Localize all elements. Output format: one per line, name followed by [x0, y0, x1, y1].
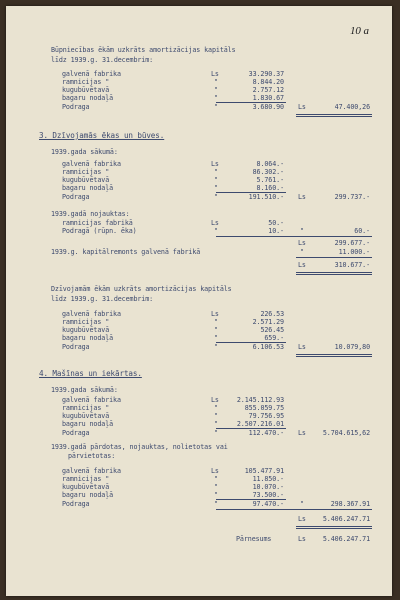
currency: " [214, 94, 218, 102]
divider [296, 528, 372, 529]
currency: Ls [211, 160, 219, 168]
currency: Ls [298, 429, 306, 437]
currency: Ls [211, 396, 219, 404]
row-label: Podraga [62, 500, 90, 508]
currency: Ls [298, 535, 306, 543]
subheading: 1939.gadā nojauktas: [51, 210, 130, 218]
currency: " [214, 500, 218, 508]
amount: 11.850.- [252, 475, 284, 483]
currency: Ls [211, 70, 219, 78]
currency: " [214, 184, 218, 192]
currency: " [214, 78, 218, 86]
row-label: kugubūvētavā [62, 86, 110, 94]
currency: " [214, 483, 218, 491]
currency: Ls [298, 239, 306, 247]
amount: 105.477.91 [244, 467, 284, 475]
divider [296, 257, 372, 258]
amount: 10.070.- [252, 483, 284, 491]
section-title: 3. Dzīvojamās ēkas un būves. [39, 131, 165, 140]
section-total: 299.737.- [334, 193, 370, 201]
amount: 11.000.- [338, 248, 370, 256]
currency: Ls [298, 343, 306, 351]
amount: 659.- [264, 334, 284, 342]
row-label: galvenā fabrika [62, 310, 121, 318]
carry-forward-label: Pārnesums [236, 535, 272, 543]
currency: " [214, 326, 218, 334]
row-label: ramnicijas " [62, 475, 110, 483]
row-label: galvenā fabrika [62, 396, 121, 404]
currency: " [214, 227, 218, 235]
currency: " [214, 343, 218, 351]
amount: 2.507.216.01 [236, 420, 284, 428]
row-label: ramnicijas " [62, 168, 110, 176]
currency: " [214, 318, 218, 326]
section-heading: Būpniecības ēkām uzkrāts amortizācijas kapitāls [51, 46, 236, 54]
amount: 97.470.- [252, 500, 284, 508]
currency: " [214, 491, 218, 499]
subheading: pārvietotas: [68, 452, 116, 460]
section-heading: līdz 1939.g. 31.decembrim: [51, 295, 154, 303]
amount: 50.- [268, 219, 284, 227]
amount: 2.145.112.93 [236, 396, 284, 404]
currency: " [214, 429, 218, 437]
row-label: ramnicijas fabrikā [62, 219, 133, 227]
amount: 8.064.- [256, 160, 284, 168]
row-label: kugubūvētavā [62, 483, 110, 491]
row-label: ramnicijas " [62, 404, 110, 412]
amount: 112.470.- [248, 429, 284, 437]
amount: 2.571.29 [252, 318, 284, 326]
currency: " [214, 176, 218, 184]
divider [216, 509, 372, 510]
amount: 191.510.- [248, 193, 284, 201]
row-label: kugubūvētavā [62, 326, 110, 334]
section-total: 310.677.- [334, 261, 370, 269]
row-label: Podraga [62, 103, 90, 111]
page-number: 10 a [350, 25, 369, 37]
section-title: 4. Mašīnas un iekārtas. [39, 369, 142, 378]
row-label: bagaru nodaļā [62, 334, 114, 342]
carry-forward-total: 5.406.247.71 [322, 535, 370, 543]
currency: Ls [211, 467, 219, 475]
row-label: bagaru nodaļā [62, 94, 114, 102]
currency: " [214, 475, 218, 483]
section-heading: līdz 1939.g. 31.decembrim: [51, 56, 154, 64]
row-label: 1939.g. kapitālremonts galvenā fabrikā [51, 248, 201, 256]
section-total: 5.704.615,62 [322, 429, 370, 437]
divider [296, 114, 372, 115]
subheading: 1939.gadā pārdotas, nojauktas, nolietotas vai [51, 443, 228, 451]
amount: 6.106.53 [252, 343, 284, 351]
row-label: kugubūvētavā [62, 412, 110, 420]
amount: 33.290.37 [248, 70, 284, 78]
currency: " [214, 412, 218, 420]
amount: 855.059.75 [244, 404, 284, 412]
amount: 79.756.95 [248, 412, 284, 420]
amount: 5.761.- [256, 176, 284, 184]
currency: Ls [298, 515, 306, 523]
currency: " [214, 404, 218, 412]
row-label: Podragā (rūpn. ēka) [62, 227, 137, 235]
row-label: galvenā fabrika [62, 160, 121, 168]
currency: " [300, 500, 304, 508]
amount: 526.45 [260, 326, 284, 334]
divider [296, 116, 372, 117]
currency: Ls [211, 310, 219, 318]
currency: " [214, 168, 218, 176]
divider [296, 272, 372, 273]
divider [296, 356, 372, 357]
row-label: Podraga [62, 429, 90, 437]
currency: Ls [298, 261, 306, 269]
subtotal: 299.677.- [334, 239, 370, 247]
document-page [6, 6, 392, 596]
divider [296, 274, 372, 275]
section-heading: Dzīvojamām ēkām uzkrāts amortizācijas kapitāls [51, 285, 232, 293]
divider [296, 354, 372, 355]
currency: Ls [211, 219, 219, 227]
subheading: 1939.gada sākumā: [51, 148, 118, 156]
section-total: 60.- [354, 227, 370, 235]
currency: Ls [298, 193, 306, 201]
currency: " [214, 193, 218, 201]
row-label: Podraga [62, 343, 90, 351]
row-label: galvenā fabrika [62, 70, 121, 78]
amount: 2.757.12 [252, 86, 284, 94]
row-label: bagaru nodaļā [62, 420, 114, 428]
currency: " [214, 334, 218, 342]
row-label: Podraga [62, 193, 90, 201]
section-total: 5.406.247.71 [322, 515, 370, 523]
section-total: 10.079,80 [334, 343, 370, 351]
amount: 8.844.20 [252, 78, 284, 86]
section-total: 298.367.91 [330, 500, 370, 508]
amount: 1.830.67 [252, 94, 284, 102]
amount: 8.160.- [256, 184, 284, 192]
currency: " [214, 103, 218, 111]
subheading: 1939.gada sākumā: [51, 386, 118, 394]
currency: Ls [298, 103, 306, 111]
amount: 3.680.90 [252, 103, 284, 111]
divider [296, 526, 372, 527]
row-label: galvenā fabrika [62, 467, 121, 475]
amount: 226.53 [260, 310, 284, 318]
currency: " [214, 420, 218, 428]
row-label: bagaru nodaļā [62, 491, 114, 499]
section-total: 47.400,26 [334, 103, 370, 111]
row-label: bagaru nodaļā [62, 184, 114, 192]
row-label: ramnicijas " [62, 318, 110, 326]
row-label: kugubūvētavā [62, 176, 110, 184]
amount: 10.- [268, 227, 284, 235]
amount: 86.302.- [252, 168, 284, 176]
currency: " [300, 248, 304, 256]
row-label: ramnicijas " [62, 78, 110, 86]
currency: " [214, 86, 218, 94]
currency: " [300, 227, 304, 235]
divider [216, 236, 372, 237]
amount: 73.500.- [252, 491, 284, 499]
